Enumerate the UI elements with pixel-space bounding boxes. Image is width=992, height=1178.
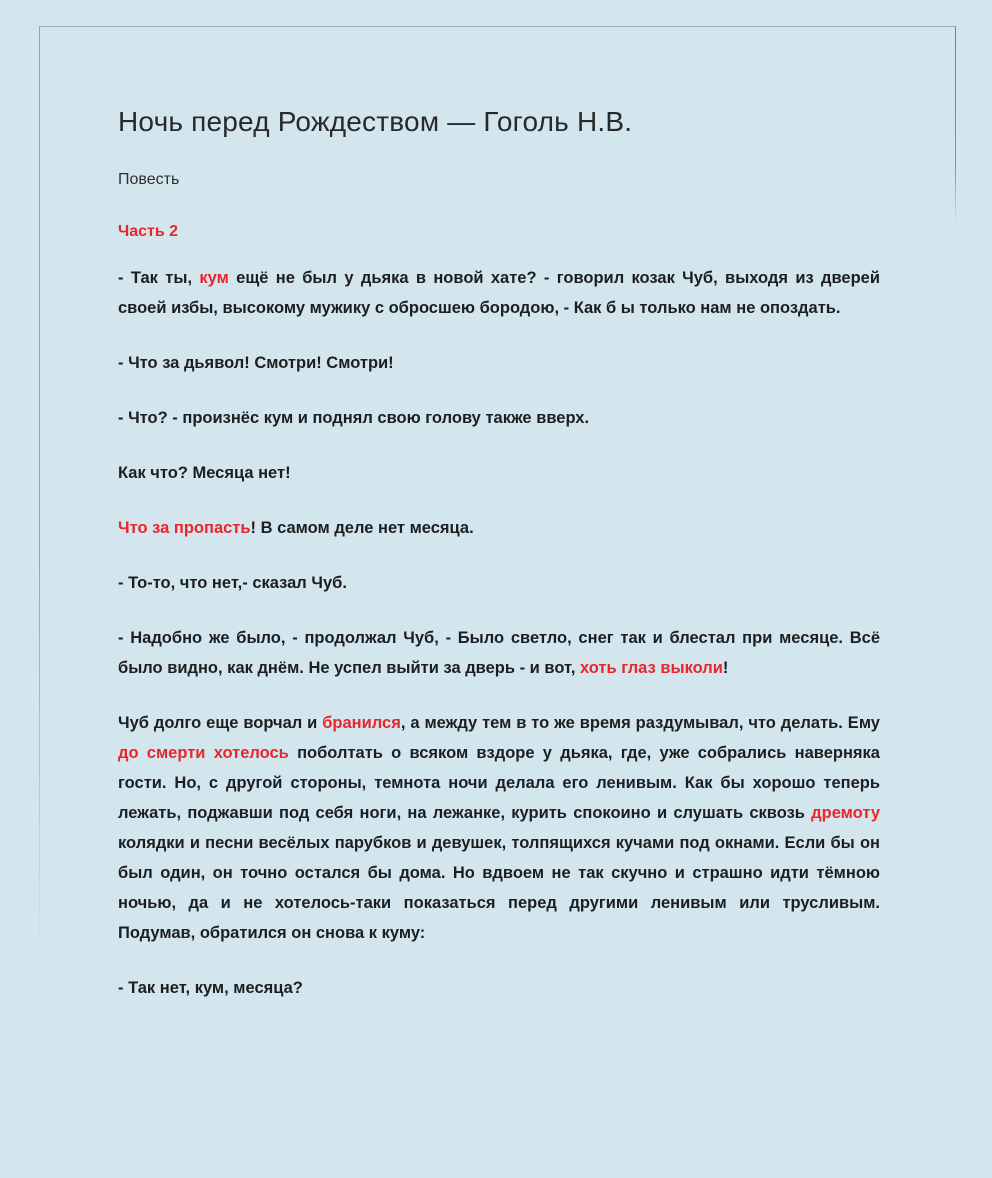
text-run: ! [722, 659, 729, 678]
highlighted-phrase: дремоту [811, 804, 880, 823]
text-run: Чуб долго еще ворчал и [118, 714, 323, 733]
highlighted-phrase: хоть глаз выколи [580, 659, 723, 678]
paragraph [118, 458, 880, 488]
text-run: - Так нет, кум, месяца? [118, 979, 303, 998]
paragraph [118, 973, 880, 1003]
paragraph [118, 708, 880, 948]
document-genre-subtitle: Повесть [118, 171, 180, 188]
paragraph [118, 403, 880, 433]
paragraph [118, 623, 880, 683]
document-part-label: Часть 2 [118, 223, 179, 241]
paragraph [118, 348, 880, 378]
text-run: - Что за дьявол! Смотри! Смотри! [118, 354, 394, 373]
text-run: - Надобно же было, - продолжал Чуб, - Было светло, снег так и блестал при месяце. Всё было видно, как днём. Не успел выйти за дверь - и вот, [118, 629, 880, 678]
text-run: - Что? - произнёс кум и поднял свою голову также вверх. [118, 409, 590, 428]
text-run: - Так ты, [118, 269, 200, 288]
highlighted-phrase: до смерти хотелось [118, 744, 289, 763]
paragraph [118, 568, 880, 598]
frame-border-left [39, 26, 40, 960]
highlighted-phrase: Что за пропасть [118, 519, 251, 538]
text-run: ещё не был у дьяка в новой хате? - говорил козак Чуб, выходя из дверей своей избы, высокому мужику с обросшею бородою, - Как б ы только нам не опоздать. [118, 269, 881, 318]
document-body [118, 241, 880, 1003]
text-run: - То-то, что нет,- сказал Чуб. [118, 574, 347, 593]
text-run: поболтать о всяком вздоре у дьяка, где, уже собрались наверняка гости. Но, с другой стороны, темнота ночи делала его ленивым. Как бы хорошо теперь лежать, поджавши под себя ноги, на лежанке, курить спокоино и слушать сквозь [118, 744, 880, 823]
frame-border-right [955, 26, 956, 226]
highlighted-phrase: бранился [322, 714, 401, 733]
text-run: , а между тем в то же время раздумывал, что делать. Ему [400, 714, 880, 733]
text-run: Как что? Месяца нет! [118, 464, 291, 483]
text-run: колядки и песни весёлых парубков и девушек, толпящихся кучами под окнами. Если бы он был один, он точно остался бы дома. Но вдвоем не так скучно и страшно идти тёмною ночью, да и не хотелось-таки показаться перед другими ленивым или трусливым. Подумав, обратился он снова к куму: [118, 834, 880, 943]
paragraph [118, 513, 880, 543]
highlighted-phrase: кум [199, 269, 229, 288]
page-title: Ночь перед Рождеством — Гоголь Н.В. [118, 106, 633, 137]
paragraph [118, 263, 880, 323]
text-run: ! В самом деле нет месяца. [250, 519, 474, 538]
document-content [118, 0, 880, 1003]
